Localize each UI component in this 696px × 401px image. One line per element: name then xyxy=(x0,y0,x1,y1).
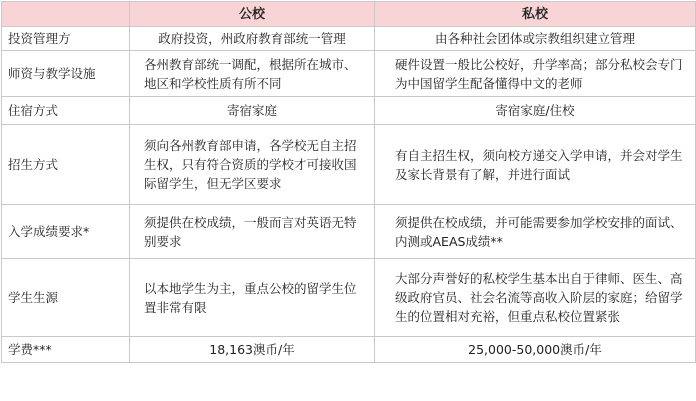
row-label: 住宿方式 xyxy=(2,97,130,125)
public-cell-text: 以本地学生为主，重点公校的留学生位置非常有限 xyxy=(144,280,357,315)
row-label: 投资管理方 xyxy=(2,27,130,51)
private-cell: 由各种社会团体或宗教组织建立管理 xyxy=(375,27,696,51)
public-cell-text: 各州教育部统一调配，根据所在城市、地区和学校性质有所不同 xyxy=(144,56,357,91)
private-cell-text: 硬件设置一般比公校好，升学率高；部分私校会专门为中国留学生配备懂得中文的老师 xyxy=(395,56,683,91)
table-row xyxy=(2,51,696,97)
header-private-school: 私校 xyxy=(375,2,696,27)
row-label: 招生方式 xyxy=(2,125,130,205)
table-row xyxy=(2,259,696,337)
comparison-table xyxy=(1,1,696,363)
public-cell xyxy=(130,51,375,97)
row-label: 学费*** xyxy=(2,337,130,363)
table-row xyxy=(2,205,696,259)
private-cell-text: 须提供在校成绩，并可能需要参加学校安排的面试、内测或AEAS成绩** xyxy=(395,214,683,249)
public-cell xyxy=(130,259,375,337)
header-row xyxy=(2,2,696,27)
private-cell xyxy=(375,259,696,337)
header-corner-cell xyxy=(2,2,130,27)
private-cell xyxy=(375,205,696,259)
private-cell: 25,000-50,000澳币/年 xyxy=(375,337,696,363)
row-label: 学生生源 xyxy=(2,259,130,337)
table-row xyxy=(2,125,696,205)
header-public-school: 公校 xyxy=(130,2,375,27)
table-row xyxy=(2,337,696,363)
table-row xyxy=(2,27,696,51)
row-label: 入学成绩要求* xyxy=(2,205,130,259)
private-cell xyxy=(375,125,696,205)
public-cell xyxy=(130,205,375,259)
public-cell xyxy=(130,125,375,205)
table-row xyxy=(2,97,696,125)
public-cell: 寄宿家庭 xyxy=(130,97,375,125)
private-cell xyxy=(375,51,696,97)
private-cell-text: 有自主招生权，须向校方递交入学申请，并会对学生及家长背景有了解，并进行面试 xyxy=(395,147,683,182)
public-cell: 18,163澳币/年 xyxy=(130,337,375,363)
row-label: 师资与教学设施 xyxy=(2,51,130,97)
public-cell-text: 须提供在校成绩，一般而言对英语无特别要求 xyxy=(144,214,357,249)
private-cell-text: 大部分声誉好的私校学生基本出自于律师、医生、高级政府官员、社会名流等高收入阶层的家庭；给留学生的位置相对充裕，但重点私校位置紧张 xyxy=(395,271,683,324)
private-cell: 寄宿家庭/住校 xyxy=(375,97,696,125)
public-cell: 政府投资，州政府教育部统一管理 xyxy=(130,27,375,51)
public-cell-text: 须向各州教育部申请，各学校无自主招生权，只有符合资质的学校才可接收国际留学生，但无学区要求 xyxy=(144,138,357,191)
